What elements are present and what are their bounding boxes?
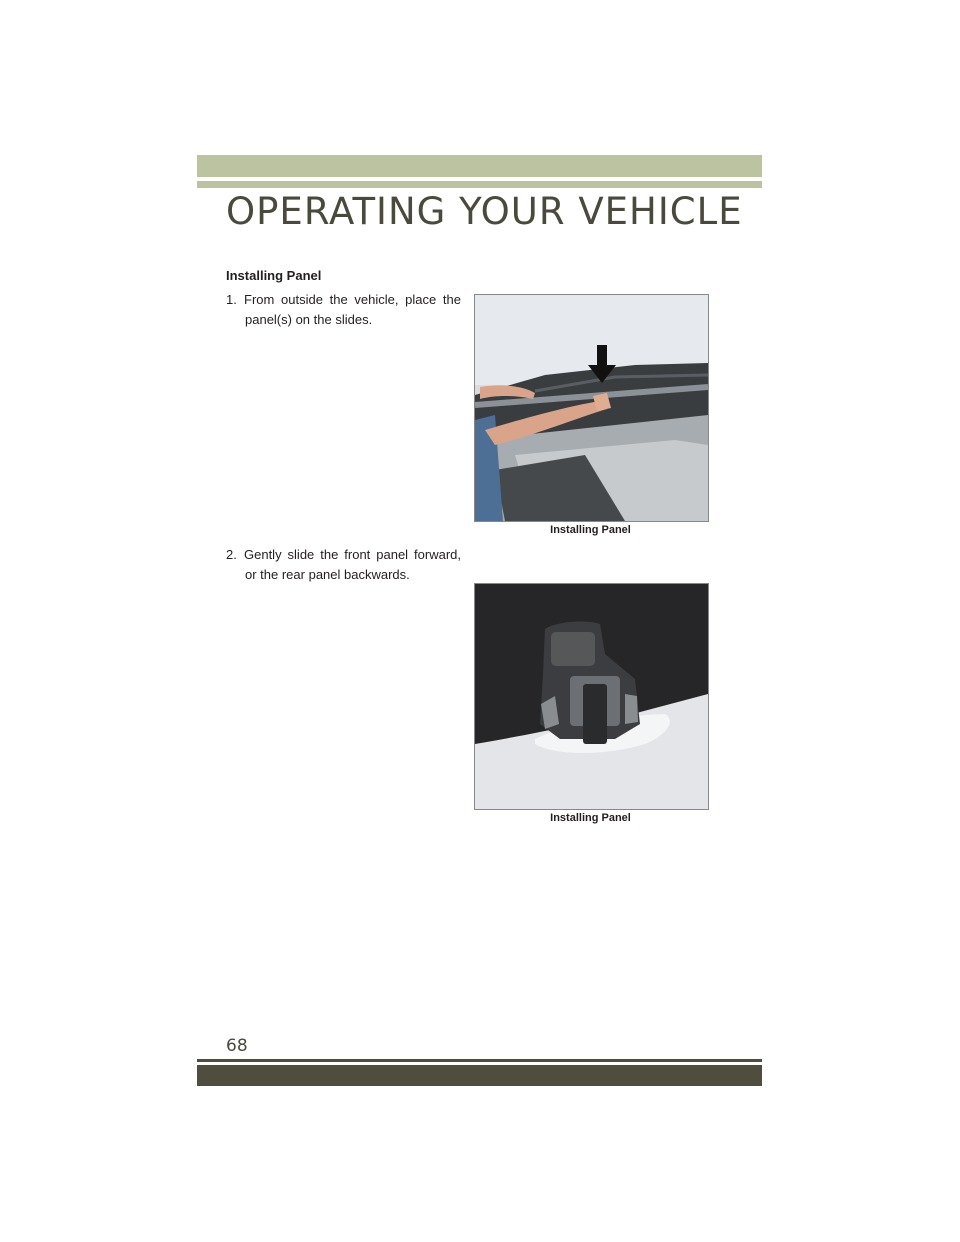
step-text-line-1: Gently slide the front panel forward, — [244, 547, 461, 562]
figure-caption-2: Installing Panel — [550, 812, 631, 824]
section-title: OPERATING YOUR VEHICLE — [226, 190, 743, 233]
page-number: 68 — [226, 1036, 248, 1056]
step-1 — [226, 290, 462, 330]
figure-installing-panel-roof — [474, 294, 709, 522]
step-2 — [226, 545, 462, 585]
step-number: 2. — [226, 547, 237, 562]
step-number: 1. — [226, 292, 237, 307]
footer-bar — [197, 1065, 762, 1086]
header-rule — [197, 181, 762, 188]
step-text-line-2: or the rear panel backwards. — [245, 567, 410, 582]
latch-photo — [475, 584, 708, 809]
step-text-line-2: panel(s) on the slides. — [245, 312, 373, 327]
figure-caption-1: Installing Panel — [550, 524, 631, 536]
footer-rule — [197, 1059, 762, 1062]
roof-photo — [475, 295, 708, 521]
header-bar — [197, 155, 762, 177]
figure-installing-panel-latch — [474, 583, 709, 810]
step-text-line-1: From outside the vehicle, place the — [244, 292, 461, 307]
subheading: Installing Panel — [226, 268, 322, 283]
